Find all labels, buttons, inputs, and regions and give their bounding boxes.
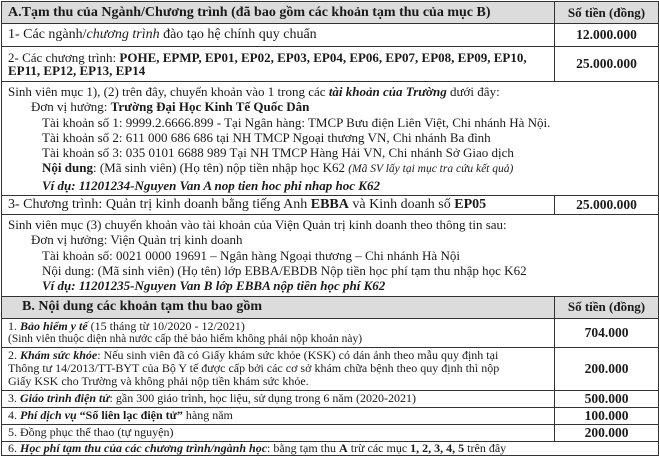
row-e-textbooks: [2, 390, 659, 407]
row-uniform: [2, 424, 659, 441]
payment2-example: Ví dụ: 11201235-Nguyen Van B lớp EBBA nộp tiền học phí K62: [42, 278, 386, 294]
item3-label: 3. Giáo trình điện tử: gần 300 giáo trình, học liệu, sử dụng trong 6 năm (2020-2021): [2, 390, 555, 407]
row-service-fee: [2, 407, 659, 424]
section-b-title: B. Nội dung các khoản tạm thu bao gồm: [2, 296, 555, 318]
section-b-header: [2, 296, 659, 318]
payment-info-institute: [2, 215, 659, 296]
row2-amount: 25.000.000: [555, 47, 659, 82]
payment1-intro: Sinh viên mục 1), (2) trên đây, chuyển khoản vào 1 trong các tài khoản của Trường dưới đây:: [8, 84, 500, 99]
item5-label: 5. Đồng phục thể thao (tự nguyện): [2, 424, 555, 441]
item5-amount: 200.000: [555, 424, 659, 441]
row-ebba-program: [2, 196, 659, 215]
payment1-block: [2, 82, 659, 196]
item4-amount: 100.000: [555, 407, 659, 424]
payment2-content: Nội dung: (Mã sinh viên) (Họ tên) lớp EBBA/EBDB Nộp tiền học phí tạm thu nhập học K62: [42, 262, 527, 278]
payment2-account: Tài khoản số: 0021 0000 19691 – Ngân hàng Ngoại thương – Chi nhánh Hà Nội: [42, 247, 460, 263]
row1-amount: 12.000.000: [555, 24, 659, 47]
payment1-beneficiary: Đơn vị hưởng: Trường Đại Học Kinh Tế Quốc Dân: [31, 99, 310, 115]
payment2-intro: Sinh viên mục (3) chuyển khoản vào tài khoản của Viện Quản trị kinh doanh theo thông tin sau:: [8, 217, 507, 233]
fee-table: [1, 1, 659, 456]
payment2-beneficiary: Đơn vị hưởng: Viện Quản trị kinh doanh: [31, 232, 243, 248]
section-a-title: A.Tạm thu của Ngành/Chương trình (đã bao gồm các khoản tạm thu của mục B): [2, 2, 555, 24]
item2-amount: 200.000: [555, 347, 659, 390]
payment1-example: Ví dụ: 11201234-Nguyen Van A nop tien hoc phi nhap hoc K62: [42, 177, 380, 193]
section-a-header: [2, 2, 659, 24]
row-health-check: [2, 347, 659, 390]
payment1-account1: Tài khoản số 1: 9999.2.6666.899 - Tại Ngân hàng: TMCP Bưu điện Liên Việt, Chi nhánh Hà Nội.: [42, 114, 551, 130]
payment1-account3: Tài khoản số 3: 035 0101 6688 989 Tại NH TMCP Hàng Hải VN, Chi nhánh Sở Giao dịch: [42, 145, 514, 161]
payment2-block: [2, 215, 659, 296]
item2-label: 2. Khám sức khỏe: Nếu sinh viên đã có Giấy khám sức khỏe (KSK) có dán ảnh theo mẫu quy định tại Thông tư 14/2013/TT-BYT của Bộ Y tế được cấp bởi các cơ sở khám chữa bệnh theo quy định thì nộp Giấy KSK cho Trường và không phải nộp tiền khám sức khỏe.: [2, 347, 555, 390]
row-standard-programs: [2, 24, 659, 47]
row1-label: 1- Các ngành/chương trình đào tạo hệ chính quy chuẩn: [2, 24, 555, 47]
item3-amount: 500.000: [555, 390, 659, 407]
payment1-account2: Tài khoản số 2: 611 000 686 686 tại NH TMCP Ngoại thương VN, Chi nhánh Ba đình: [42, 129, 491, 145]
row3-label: 3- Chương trình: Quản trị kinh doanh bằng tiếng Anh EBBA và Kinh doanh số EP05: [2, 196, 555, 215]
amount-header-a: Số tiền (đồng): [555, 2, 659, 24]
row-health-insurance: [2, 318, 659, 347]
payment1-content: Nội dung: (Mã sinh viên) (Họ tên) nộp tiền nhập học K62 (Mã SV lấy tại mục tra cứu kết quả): [42, 160, 514, 176]
item6-label: 6. Học phí tạm thu của các chương trình/ngành học: bằng tạm thu A trừ các mục 1, 2, 3, 4, 5 trên đây: [2, 441, 659, 455]
item1-amount: 704.000: [555, 318, 659, 347]
row-tuition-advance: [2, 441, 659, 455]
payment-info-school: [2, 82, 659, 196]
amount-header-b: Số tiền (đồng): [555, 296, 659, 318]
item4-label: 4. Phí dịch vụ “Sổ liên lạc điện tử” hàng năm: [2, 407, 555, 424]
row2-label: 2- Các chương trình: POHE, EPMP, EP01, EP02, EP03, EP04, EP06, EP07, EP08, EP09, EP10, EP11, EP12, EP13, EP14: [2, 47, 555, 82]
row3-amount: 25.000.000: [555, 196, 659, 215]
row-special-programs: [2, 47, 659, 82]
fee-document: [1, 1, 658, 455]
item1-label: 1. Bảo hiểm y tế (15 tháng từ 10/2020 - 12/2021) (Sinh viên thuộc diện nhà nước cấp thẻ bảo hiểm không phải nộp khoản này): [2, 318, 555, 347]
